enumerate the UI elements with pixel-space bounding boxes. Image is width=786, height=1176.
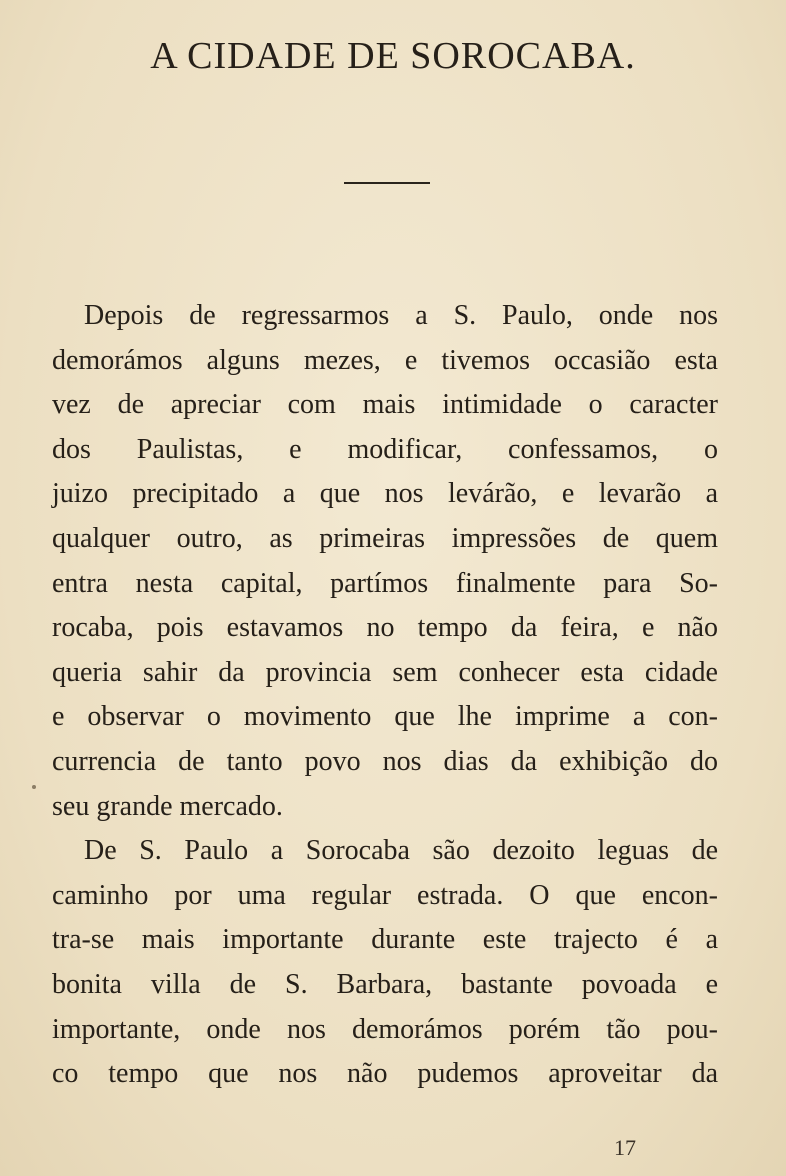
chapter-title: A CIDADE DE SOROCABA. [150, 35, 636, 77]
text-line: bonita villa de S. Barbara, bastante povoada e [52, 968, 718, 1000]
text-line: vez de apreciar com mais intimidade o caracter [52, 389, 718, 421]
margin-mark [32, 785, 36, 789]
text-line: juizo precipitado a que nos levárão, e levarão a [52, 478, 718, 510]
page-number: 17 [614, 1135, 636, 1160]
text-line: De S. Paulo a Sorocaba são dezoito leguas de [84, 835, 718, 867]
body-text [52, 294, 718, 1097]
text-line: entra nesta capital, partímos finalmente para So- [52, 567, 718, 599]
text-line: demorámos alguns mezes, e tivemos occasião esta [52, 344, 718, 376]
text-line: qualquer outro, as primeiras impressões de quem [52, 522, 718, 554]
text-line: caminho por uma regular estrada. O que encon- [52, 879, 718, 911]
title-divider [344, 182, 430, 184]
text-line: queria sahir da provincia sem conhecer esta cidade [52, 656, 718, 688]
text-line: currencia de tanto povo nos dias da exhibição do [52, 745, 718, 777]
text-line: Depois de regressarmos a S. Paulo, onde nos [84, 300, 718, 331]
text-line: rocaba, pois estavamos no tempo da feira, e não [52, 612, 718, 644]
text-line: dos Paulistas, e modificar, confessamos, o [52, 433, 718, 465]
text-line: tra-se mais importante durante este trajecto é a [52, 924, 718, 956]
text-line: seu grande mercado. [52, 790, 283, 822]
text-line: e observar o movimento que lhe imprime a con- [52, 701, 718, 733]
text-line: importante, onde nos demorámos porém tão pou- [52, 1013, 718, 1045]
text-line: co tempo que nos não pudemos aproveitar da [52, 1058, 718, 1090]
